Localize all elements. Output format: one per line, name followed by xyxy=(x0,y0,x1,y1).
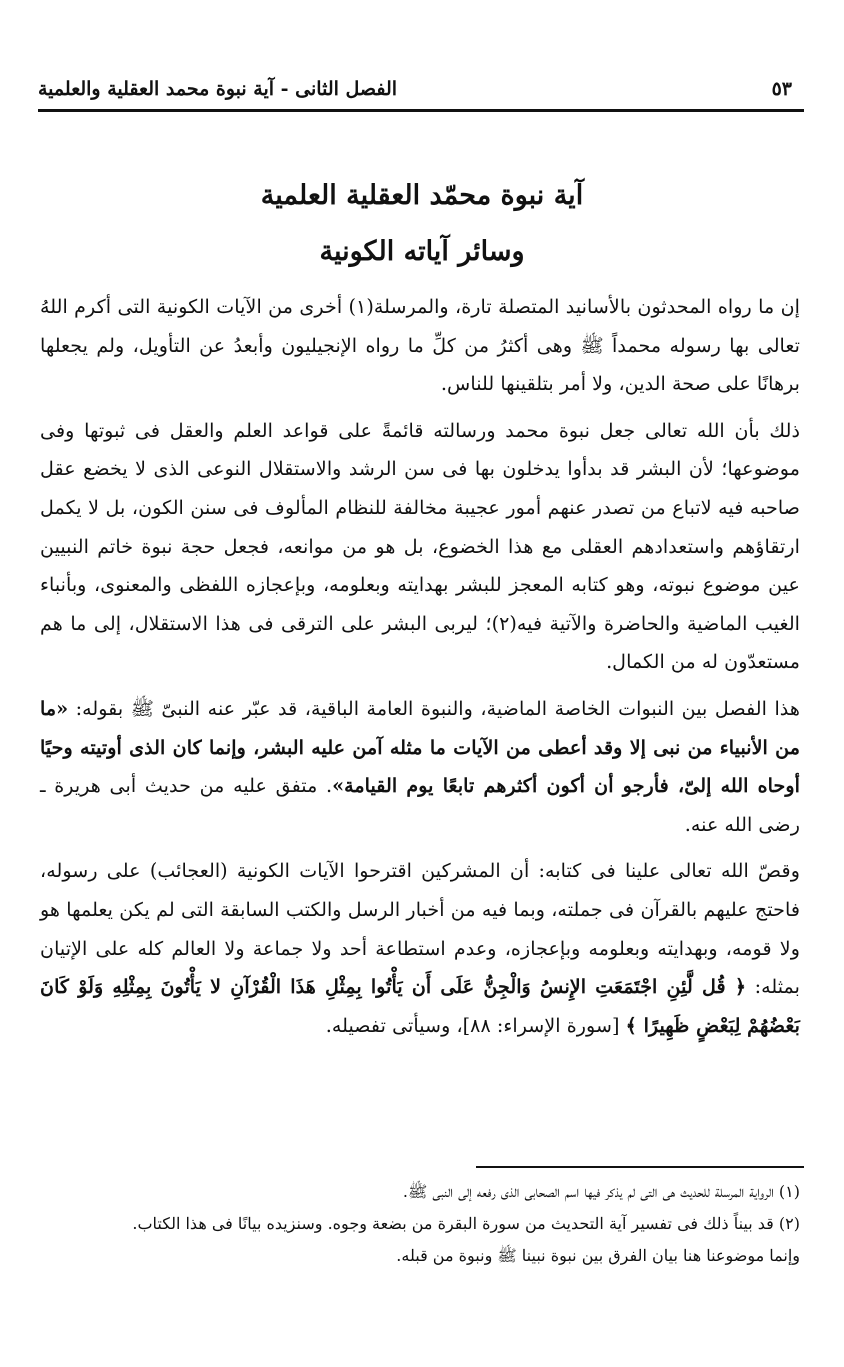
footnotes xyxy=(40,1176,800,1272)
header-rule xyxy=(38,109,804,112)
paragraph-2: ذلك بأن الله تعالى جعل نبوة محمد ورسالته قائمةً على قواعد العلم والعقل فى ثبوتها وفى موضوعها؛ لأن البشر قد بدأوا يدخلون بها فى سن الرشد والاستقلال النوعى الذى لا يخضع عقل صاحبه فيه لاتباع من تصدر عنهم أمور عجيبة مخالفة للنظام المألوف فى سنن الكون، بل لا يكمل ارتقاؤهم واستعدادهم العقلى مع هذا الخضوع، بل هو من موانعه، فجعل حجة نبوة خاتم النبيين عين موضوع نبوته، وهو كتابه المعجز للبشر بهدايته وبعلومه، وبإعجازه اللفظى والمعنوى، وبأنباء الغيب الماضية والحاضرة والآتية فيه(٢)؛ ليربى البشر على الترقى فى هذا الاستقلال، إلى ما هم مستعدّون له من الكمال. xyxy=(40,418,800,674)
paragraph-4 xyxy=(40,852,800,1045)
page-number: ٥٣ xyxy=(771,78,792,100)
quran-verse: ﴿ قُل لَّئِنِ اجْتَمَعَتِ الإِنسُ وَالْجِنُّ عَلَى أَن يَأْتُوا بِمِثْلِ هَذَا الْقُرْآنِ لا يَأْتُونَ بِمِثْلِهِ وَلَوْ كَانَ بَعْضُهُمْ لِبَعْضٍ ظَهِيرًا ﴾ xyxy=(40,975,800,1037)
title-line-2: وسائر آياته الكونية xyxy=(319,236,525,267)
title-line-1: آية نبوة محمّد العقلية العلمية xyxy=(260,180,584,211)
running-header xyxy=(38,72,792,106)
footnote-1: (١) الرواية المرسلة للحديث هى التى لم يذكر فيها اسم الصحابى الذى رفعه إلى النبى ﷺ. xyxy=(402,1182,800,1201)
paragraph-4-ending: [سورة الإسراء: ٨٨]، وسيأتى تفصيله. xyxy=(325,1013,626,1037)
footnote-2-continued: وإنما موضوعنا هنا بيان الفرق بين نبوة نبينا ﷺ ونبوة من قبله. xyxy=(396,1246,800,1265)
hadith-quote: «ما من الأنبياء من نبى إلا وقد أعطى من الآيات ما مثله آمن عليه البشر، وإنما كان الذى أوتيته وحيًا أوحاه الله إلىّ، فأرجو أن أكون أكثرهم تابعًا يوم القيامة» xyxy=(40,696,800,798)
paragraph-3 xyxy=(40,690,800,844)
paragraph-3-intro: هذا الفصل بين النبوات الخاصة الماضية، والنبوة العامة الباقية، قد عبّر عنه النبىّ ﷺ بقوله: xyxy=(68,696,800,720)
paragraph-1: إن ما رواه المحدثون بالأسانيد المتصلة تارة، والمرسلة(١) أخرى من الآيات الكونية التى أكرم اللهُ تعالى بها رسوله محمداً ﷺ وهى أكثرُ من كلِّ ما رواه الإنجيليون وأبعدُ عن التأويل، ولم يجعلها برهانًا على صحة الدين، ولا أمر بتلقينها للناس. xyxy=(40,295,801,396)
paragraph-3-ending: . متفق عليه من حديث أبى هريرة ـ رضى الله عنه. xyxy=(40,774,800,836)
footnote-2: (٢) قد بيناً ذلك فى تفسير آية التحديث من سورة البقرة من بضعة وجوه. وسنزيده بيانًا فى هذا الكتاب. xyxy=(132,1214,800,1233)
footnote-rule xyxy=(476,1166,804,1168)
paragraph-4-intro: وقصّ الله تعالى علينا فى كتابه: أن المشركين اقترحوا الآيات الكونية (العجائب) على رسوله، فاحتج عليهم بالقرآن فى جملته، وبما فيه من أخبار الرسل والكتب السابقة التى لم يكن يعلمها هو ولا قومه، وبهدايته وبعلومه وبإعجازه، وعدم استطاعة أحد ولا جماعة ولا العالم كله على الإتيان بمثله: xyxy=(40,859,800,999)
chapter-title xyxy=(0,168,844,280)
running-title: الفصل الثانى - آية نبوة محمد العقلية والعلمية xyxy=(38,78,398,100)
body-text xyxy=(40,288,800,1053)
